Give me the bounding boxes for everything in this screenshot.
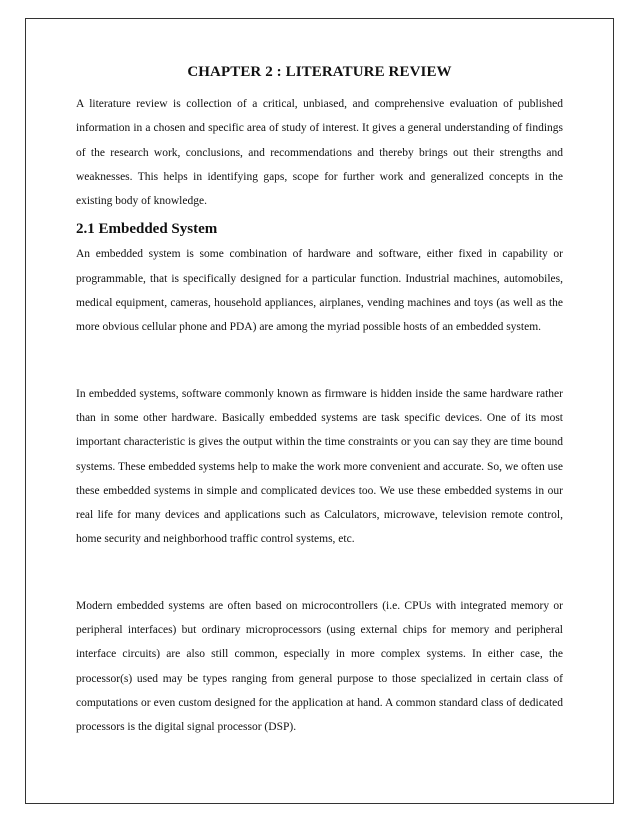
paragraph-embedded-definition: An embedded system is some combination of hardware and software, either fixed in capability or programmable, that is specifically designed for a particular function. Industrial machines, automobiles, medical equipment, cameras, household appliances, airplanes, vending machines and toys (as well as the more obvious cellular phone and PDA) are among the myriad possible hosts of an embedded system. [76,248,563,334]
page-content [76,64,563,740]
intro-paragraph: A literature review is collection of a critical, unbiased, and comprehensive evaluation of published information in a chosen and specific area of study of interest. It gives a general understanding of findings of the research work, conclusions, and recommendations and thereby brings out their strengths and weaknesses. This helps in identifying gaps, scope for further work and generalized concepts in the existing body of knowledge. [76,98,563,208]
section-heading: 2.1 Embedded System [76,221,218,238]
paragraph-microcontrollers: Modern embedded systems are often based on microcontrollers (i.e. CPUs with integrated memory or peripheral interfaces) but ordinary microprocessors (using external chips for memory and peripheral interface circuits) are also still common, especially in more complex systems. In either case, the processor(s) used may be types ranging from general purpose to those specialized in certain class of computations or even custom designed for the application at hand. A common standard class of dedicated processors is the digital signal processor (DSP). [76,599,563,734]
chapter-title: CHAPTER 2 : LITERATURE REVIEW [187,64,452,80]
paragraph-firmware: In embedded systems, software commonly known as firmware is hidden inside the same hardware rather than in some other hardware. Basically embedded systems are task specific devices. One of its most important characteristic is gives the output within the time constraints or you can say they are time bound systems. These embedded systems help to make the work more convenient and accurate. So, we often use these embedded systems in simple and complicated devices too. We use these embedded systems in our real life for many devices and applications such as Calculators, microwave, television remote control, home security and neighborhood traffic control systems, etc. [76,387,563,546]
